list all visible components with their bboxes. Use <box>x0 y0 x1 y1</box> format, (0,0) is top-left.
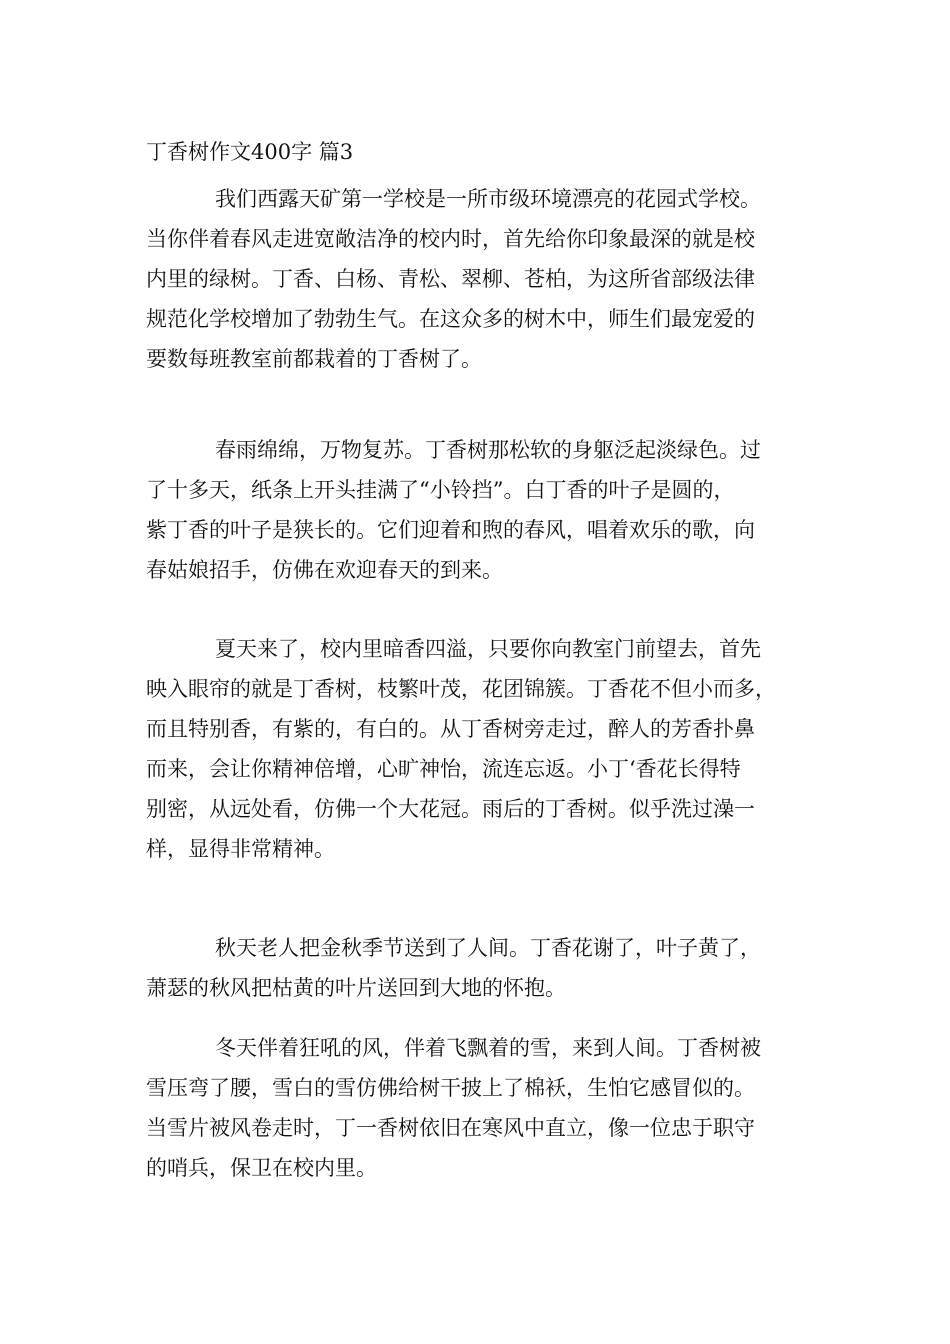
paragraph-line: 春姑娘招手，仿佛在欢迎春天的到来。 <box>146 558 503 582</box>
paragraph-line: 映入眼帘的就是丁香树，枝繁叶茂，花团锦簇。丁香花不但小而多， <box>146 677 776 701</box>
paragraph-line: 春雨绵绵，万物复苏。丁香树那松软的身躯泛起淡绿色。过 <box>215 438 761 462</box>
paragraph-line: 规范化学校增加了勃勃生气。在这众多的树木中，师生们最宠爱的 <box>146 307 755 331</box>
paragraph-line: 样，显得非常精神。 <box>146 837 335 861</box>
paragraph-line: 别密，从远处看，仿佛一个大花冠。雨后的丁香树。似乎洗过澡一 <box>146 797 755 821</box>
paragraph-line: 而且特别香，有紫的，有白的。从丁香树旁走过，醉人的芳香扑鼻 <box>146 717 755 741</box>
paragraph-line: 我们西露天矿第一学校是一所市级环境漂亮的花园式学校。 <box>215 187 761 211</box>
paragraph-line: 而来，会让你精神倍增，心旷神怡，流连忘返。小丁‘香花长得特 <box>146 757 741 781</box>
paragraph-4 <box>146 928 761 1008</box>
paragraph-line: 雪压弯了腰，雪白的雪仿佛给树干披上了棉袄，生怕它感冒似的。 <box>146 1076 755 1100</box>
paragraph-line: 冬天伴着狂吼的风，伴着飞飘着的雪，来到人间。丁香树被 <box>215 1036 761 1060</box>
paragraph-5 <box>146 1028 761 1188</box>
paragraph-1 <box>146 179 761 379</box>
paragraph-line: 要数每班教室前都栽着的丁香树了。 <box>146 347 482 371</box>
paragraph-line: 的哨兵，保卫在校内里。 <box>146 1156 377 1180</box>
paragraph-line: 紫丁香的叶子是狭长的。它们迎着和煦的春风，唱着欢乐的歌，向 <box>146 518 755 542</box>
essay-title: 丁香树作文400字 篇3 <box>146 140 354 164</box>
paragraph-line: 秋天老人把金秋季节送到了人间。丁香花谢了，叶子黄了， <box>215 936 761 960</box>
paragraph-line: 内里的绿树。丁香、白杨、青松、翠柳、苍柏，为这所省部级法律 <box>146 267 755 291</box>
paragraph-line: 萧瑟的秋风把枯黄的叶片送回到大地的怀抱。 <box>146 976 566 1000</box>
paragraph-3 <box>146 629 776 869</box>
paragraph-line: 当雪片被风卷走时，丁一香树依旧在寒风中直立，像一位忠于职守 <box>146 1116 755 1140</box>
paragraph-line: 了十多天，纸条上开头挂满了“小铃挡”。白丁香的叶子是圆的， <box>146 478 735 502</box>
paragraph-line: 当你伴着春风走进宽敞洁净的校内时，首先给你印象最深的就是校 <box>146 227 755 251</box>
paragraph-line: 夏天来了，校内里暗香四溢，只要你向教室门前望去，首先 <box>215 637 761 661</box>
paragraph-2 <box>146 430 761 590</box>
